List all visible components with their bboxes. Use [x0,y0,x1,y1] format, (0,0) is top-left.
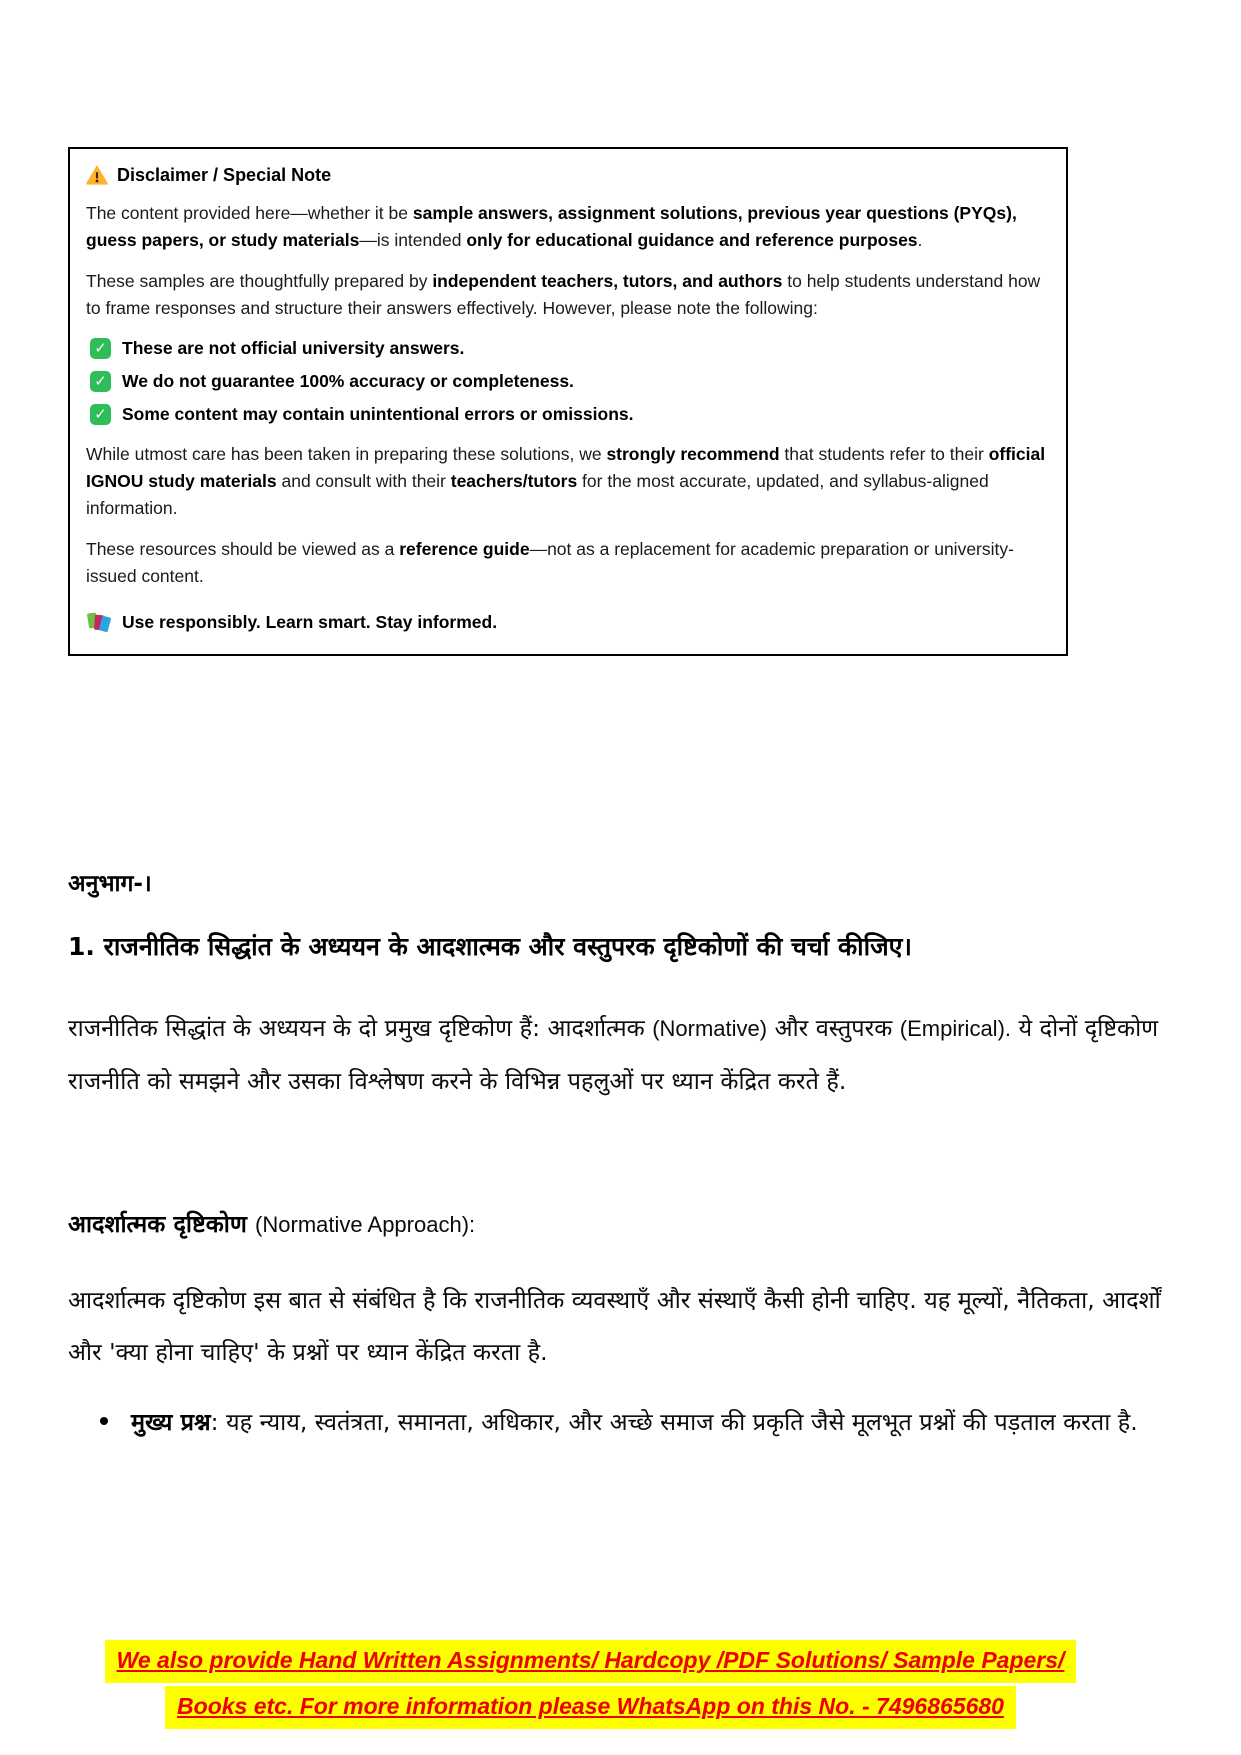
books-icon [86,610,112,634]
promo-line-2-row [28,1686,1153,1729]
green-check-icon: ✓ [90,338,111,359]
disclaimer-paragraph-3: While utmost care has been taken in preparing these solutions, we strongly recommend that students refer to their official IGNOU study materials and consult with their teachers/tutors for the most accurate, updated, and syllabus-aligned information. [86,444,1046,518]
usage-note-text: Use responsibly. Learn smart. Stay informed. [122,611,498,632]
checklist-item-label: Some content may contain unintentional errors or omissions. [122,404,634,424]
promo-line-1-row [28,1640,1153,1683]
usage-note-row [86,610,1050,634]
green-check-icon: ✓ [90,371,111,392]
disclaimer-checklist [86,338,1050,425]
green-check-icon: ✓ [90,404,111,425]
key-question-text: मुख्य प्रश्न: यह न्याय, स्वतंत्रता, समानता, अधिकार, और अच्छे समाज की प्रकृति जैसे मूलभूत प्रश्नों की पड़ताल करता है. [131,1408,1138,1436]
warning-icon [86,165,108,186]
disclaimer-paragraph-1: The content provided here—whether it be sample answers, assignment solutions, previous year questions (PYQs), guess papers, or study materials—is intended only for educational guidance and reference purposes. [86,203,1017,250]
promo-banner [28,1640,1153,1732]
disclaimer-paragraph-2: These samples are thoughtfully prepared by independent teachers, tutors, and authors to help students understand how to frame responses and structure their answers effectively. However, please note the following: [86,271,1041,318]
disclaimer-paragraph-4: These resources should be viewed as a reference guide—not as a replacement for academic preparation or university-issued content. [86,539,1014,586]
checklist-item [90,404,1050,425]
checklist-item [90,371,1050,392]
promo-line-2: Books etc. For more information please WhatsApp on this No. - 7496865680 [165,1686,1016,1729]
promo-line-1: We also provide Hand Written Assignments/ Hardcopy /PDF Solutions/ Sample Papers/ [105,1640,1077,1683]
normative-approach-subheading: आदर्शात्मक दृष्टिकोण (Normative Approach): [68,1210,476,1239]
disclaimer-title: Disclaimer / Special Note [117,165,332,185]
disclaimer-box [68,147,1068,656]
answer-paragraph-1: राजनीतिक सिद्धांत के अध्ययन के दो प्रमुख दृष्टिकोण हैं: आदर्शात्मक (Normative) और वस्तुपरक (Empirical). ये दोनों दृष्टिकोण राजनीति को समझने और उसका विश्लेषण करने के विभिन्न पहलुओं पर ध्यान केंद्रित करते हैं. [68,1013,1159,1095]
checklist-item [90,338,1050,359]
bullet-dot-icon [100,1417,108,1425]
question-title: 1. राजनीतिक सिद्धांत के अध्ययन के आदशात्मक और वस्तुपरक दृष्टिकोणों की चर्चा कीजिए। [68,931,912,961]
answer-paragraph-2: आदर्शात्मक दृष्टिकोण इस बात से संबंधित है कि राजनीतिक व्यवस्थाएँ और संस्थाएँ कैसी होनी चाहिए. यह मूल्यों, नैतिकता, आदर्शों और 'क्या होना चाहिए' के प्रश्नों पर ध्यान केंद्रित करता है. [68,1285,1161,1366]
section-heading: अनुभाग-। [68,871,152,897]
disclaimer-title-row [86,165,1050,186]
key-question-bullet [100,1396,1170,1448]
checklist-item-label: These are not official university answers. [122,338,465,358]
checklist-item-label: We do not guarantee 100% accuracy or completeness. [122,371,574,391]
